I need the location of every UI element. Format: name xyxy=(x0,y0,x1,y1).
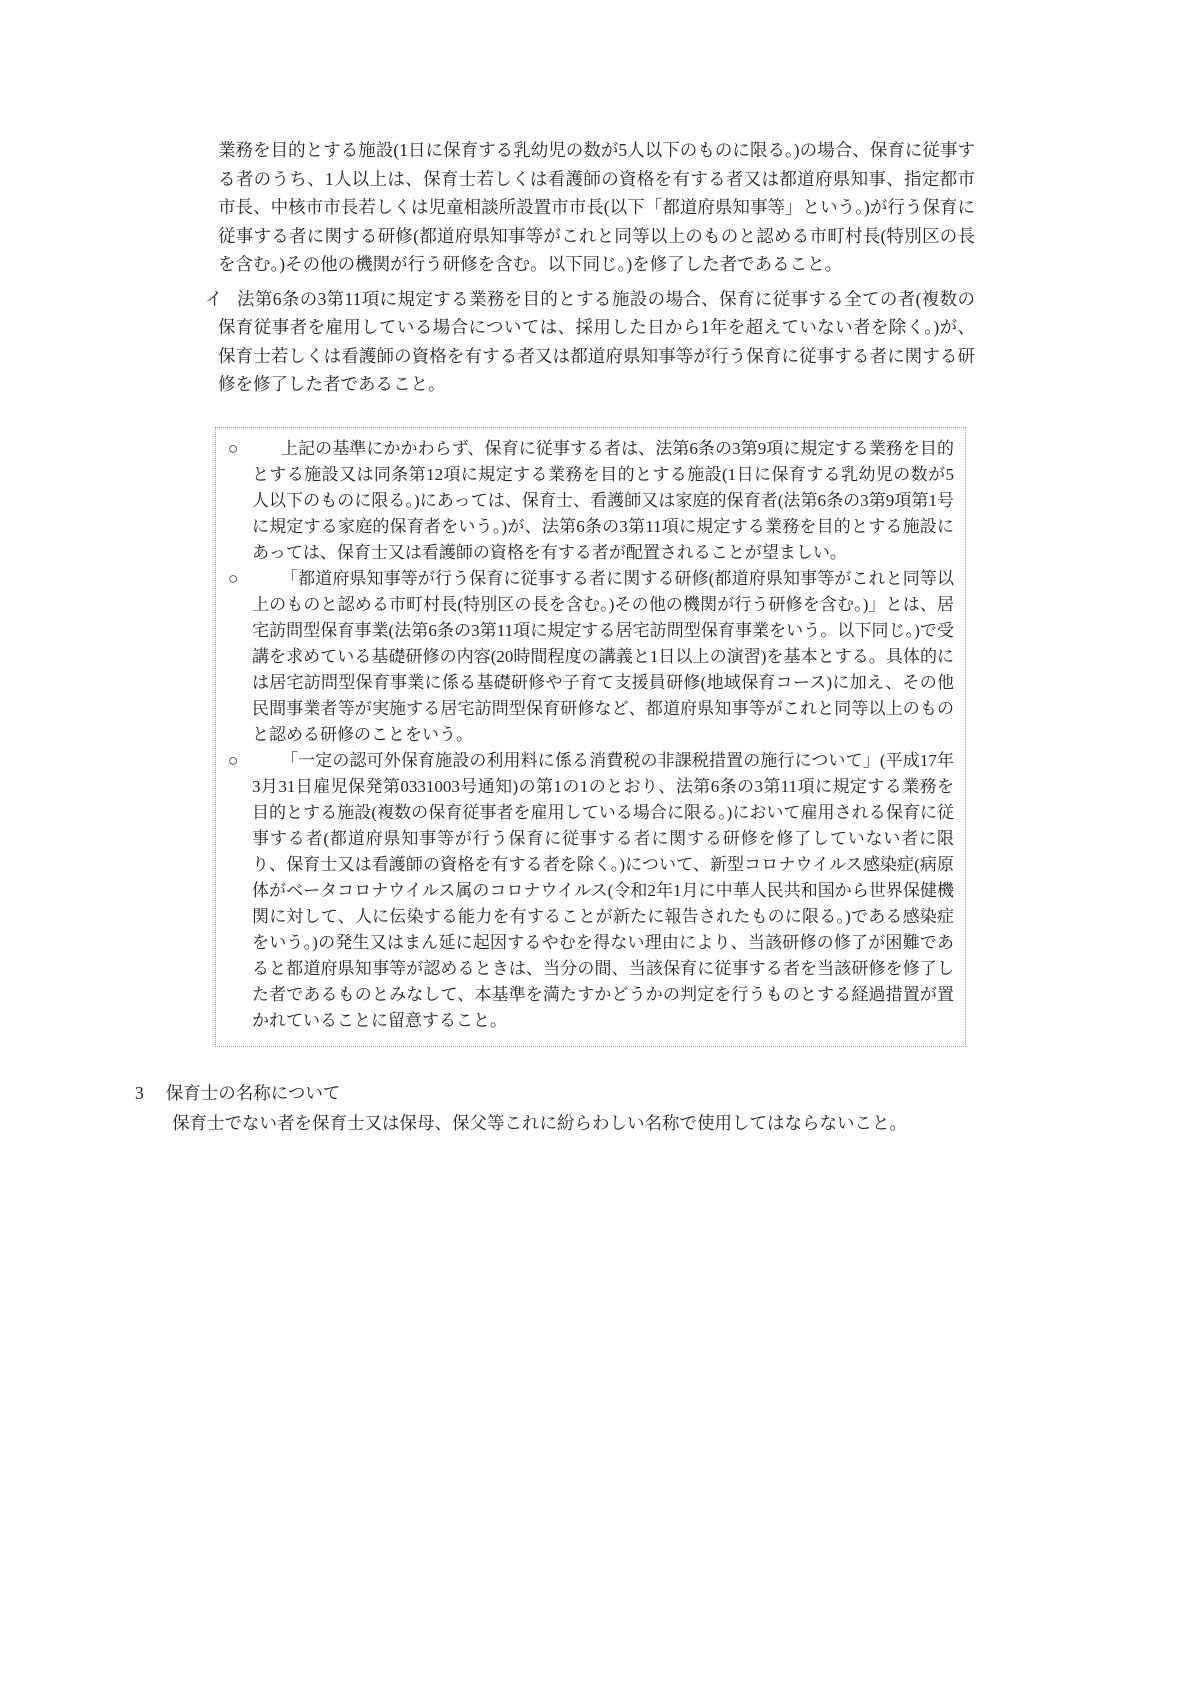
section-3 xyxy=(135,1079,978,1138)
section-3-body: 保育士でない者を保育士又は保母、保父等これに紛らわしい名称で使用してはならないこと。 xyxy=(172,1113,907,1133)
note-box xyxy=(215,427,966,1047)
item-i xyxy=(205,285,975,399)
circle-marker: ○ xyxy=(228,568,239,588)
note-item-1 xyxy=(228,436,954,566)
note-item-3 xyxy=(228,748,954,1034)
note-item-2-text: 「都道府県知事等が行う保育に従事する者に関する研修(都道府県知事等がこれと同等以上のものと認める市町村長(特別区の長を含む。)その他の機関が行う研修を含む。)」とは、居宅訪問型保育事業(法第6条の3第11項に規定する居宅訪問型保育事業をいう。以下同じ。)で受講を求めている基礎研修の内容(20時間程度の講義と1日以上の演習)を基本とする。具体的には居宅訪問型保育事業に係る基礎研修や子育て支援員研修(地域保育コース)に加え、その他民間事業者等が実施する居宅訪問型保育研修など、都道府県知事等がこれと同等以上のものと認める研修のことをいう。 xyxy=(252,568,954,744)
note-item-3-text: 「一定の認可外保育施設の利用料に係る消費税の非課税措置の施行について」(平成17年3月31日雇児保発第0331003号通知)の第1の1のとおり、法第6条の3第11項に規定する業務を目的とする施設(複数の保育従事者を雇用している場合に限る。)において雇用される保育に従事する者(都道府県知事等が行う保育に従事する者に関する研修を修了していない者に限り、保育士又は看護師の資格を有する者を除く。)について、新型コロナウイルス感染症(病原体がベータコロナウイルス属のコロナウイルス(令和2年1月に中華人民共和国から世界保健機関に対して、人に伝染する能力を有することが新たに報告されたものに限る。)である感染症をいう。)の発生又はまん延に起因するやむを得ない理由により、当該研修の修了が困難であると都道府県知事等が認めるときは、当分の間、当該保育に従事する者を当該研修を修了した者であるものとみなして、本基準を満たすかどうかの判定を行うものとする経過措置が置かれていることに留意すること。 xyxy=(252,750,954,1030)
note-item-2 xyxy=(228,566,954,748)
item-i-text: 法第6条の3第11項に規定する業務を目的とする施設の場合、保育に従事する全ての者(複数の保育従事者を雇用している場合については、採用した日から1年を超えていない者を除く。)が、保育士若しくは看護師の資格を有する者又は都道府県知事等が行う保育に従事する者に関する研修を修了した者であること。 xyxy=(218,288,975,394)
item-i-label: イ xyxy=(205,288,223,309)
note-item-1-text: 上記の基準にかかわらず、保育に従事する者は、法第6条の3第9項に規定する業務を目的とする施設又は同条第12項に規定する業務を目的とする施設(1日に保育する乳幼児の数が5人以下のものに限る。)にあっては、保育士、看護師又は家庭的保育者(法第6条の3第9項第1号に規定する家庭的保育者をいう。)が、法第6条の3第11項に規定する業務を目的とする施設にあっては、保育士又は看護師の資格を有する者が配置されることが望ましい。 xyxy=(252,438,954,562)
section-3-number: 3 xyxy=(135,1082,144,1103)
circle-marker: ○ xyxy=(228,750,239,770)
intro-paragraph: 業務を目的とする施設(1日に保育する乳幼児の数が5人以下のものに限る。)の場合、保育に従事する者のうち、1人以上は、保育士若しくは看護師の資格を有する者又は都道府県知事、指定都市市長、中核市市長若しくは児童相談所設置市市長(以下「都道府県知事等」という。)が行う保育に従事する者に関する研修(都道府県知事等がこれと同等以上のものと認める市町村長(特別区の長を含む。)その他の機関が行う研修を含む。以下同じ。)を修了した者であること。 xyxy=(218,140,975,274)
section-3-title: 保育士の名称について xyxy=(165,1082,341,1103)
section-3-heading xyxy=(135,1079,978,1108)
circle-marker: ○ xyxy=(228,438,239,458)
